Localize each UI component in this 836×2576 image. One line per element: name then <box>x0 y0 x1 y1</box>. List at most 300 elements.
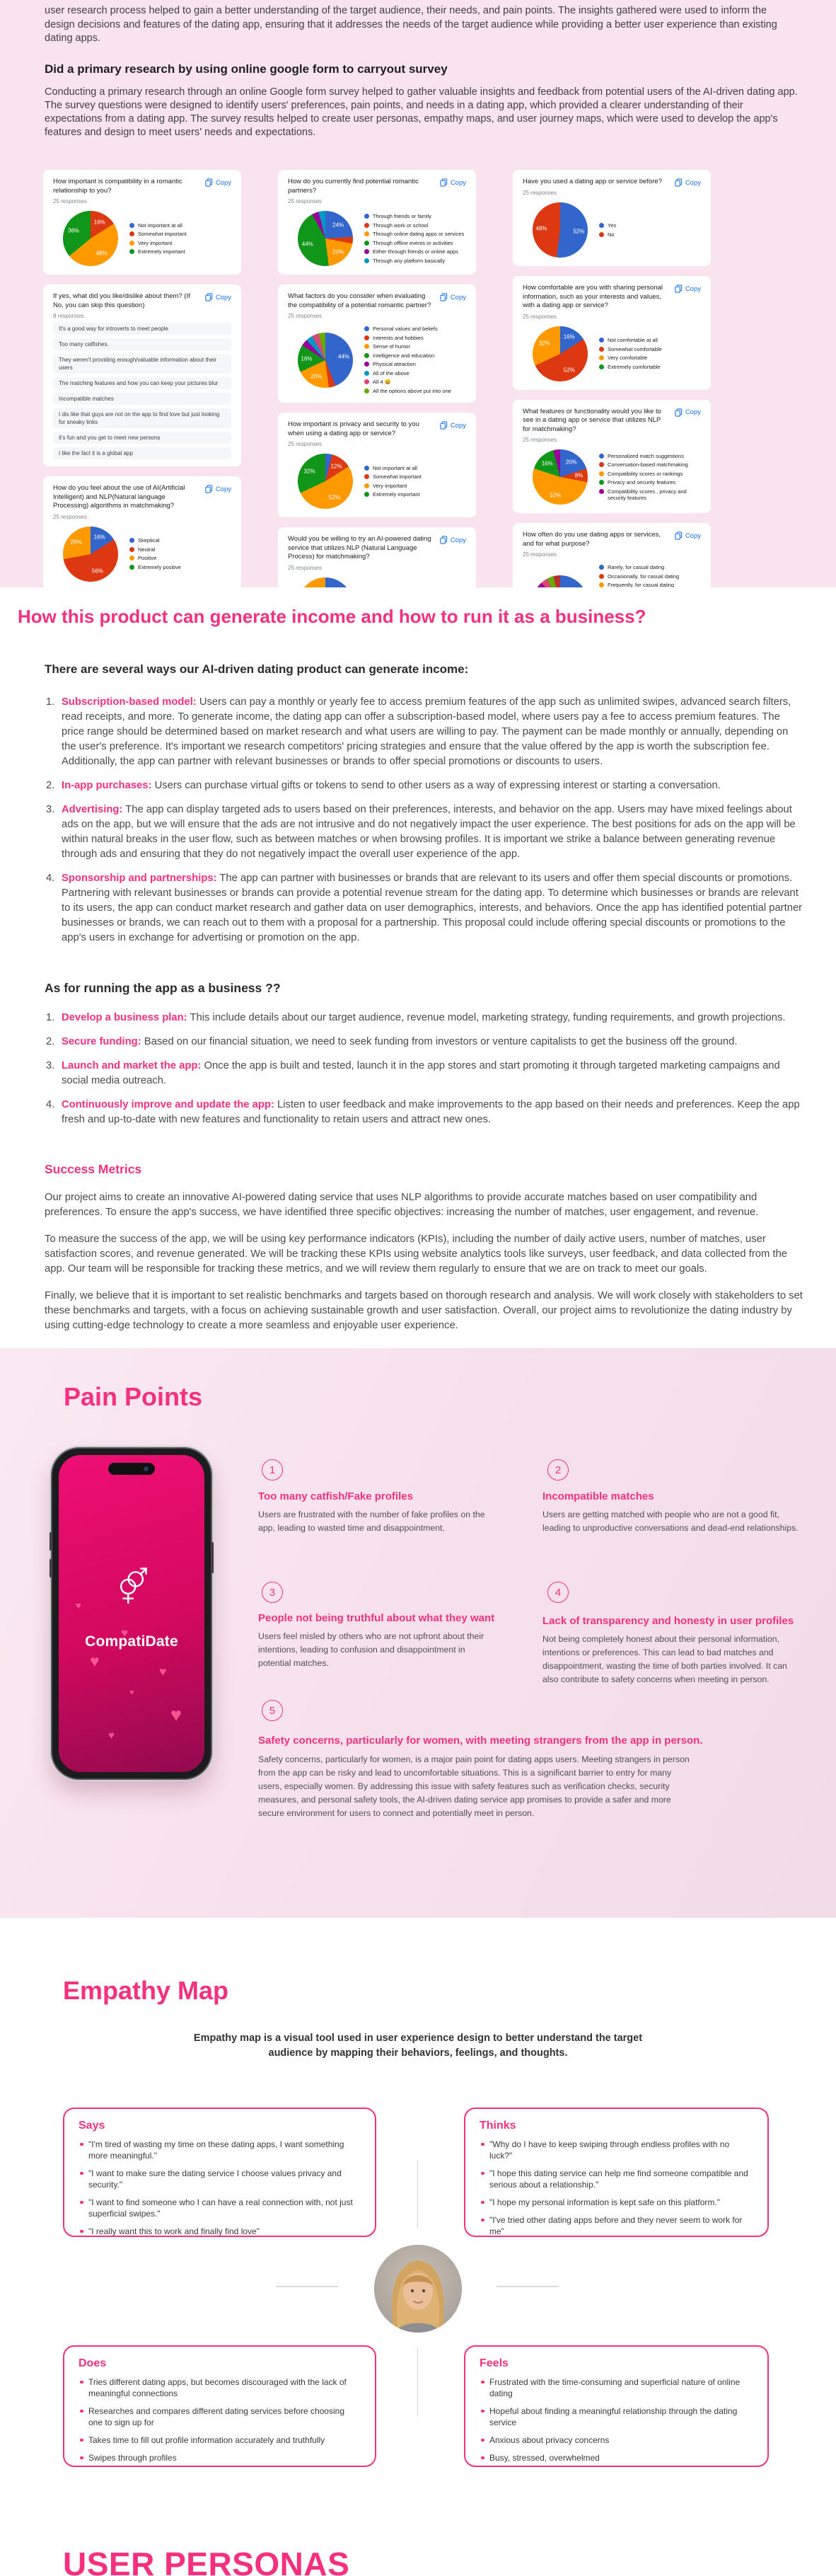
copy-button[interactable] <box>205 178 231 187</box>
legend-label: Somewhat comfortable <box>608 345 662 352</box>
list-item: 1. Develop a business plan: This include details about our target audience, revenue model, marketing strategy, funding requirements, and growth projections. <box>45 1011 803 1025</box>
quadrant-bullet: Tries different dating apps, but becomes discouraged with the lack of meaningful connections <box>79 2376 361 2399</box>
heart-icon <box>170 1704 182 1726</box>
heart-icon <box>76 1600 81 1611</box>
intro-paragraph: user research process helped to gain a better understanding of the target audience, their needs, and pain points. The insights gathered were used to inform the design decisions and features of the dating app, ensuring that it addresses the needs of the target audience while providing a better user experience than existing dating apps. <box>45 5 777 44</box>
copy-label: Copy <box>215 178 231 187</box>
quadrant-bullet: Busy, stressed, overwhelmed <box>480 2452 753 2463</box>
legend-label: Very important <box>373 482 407 489</box>
pain-point-number: 2 <box>547 1459 569 1480</box>
survey-card <box>513 400 711 514</box>
legend-item <box>599 488 701 502</box>
legend-label: Not important at all <box>138 222 182 229</box>
legend-label: Somewhat important <box>138 231 187 237</box>
pain-points-title: Pain Points <box>64 1382 203 1411</box>
survey-card <box>278 527 476 587</box>
pie-legend <box>588 222 701 238</box>
quadrant-bullet: "I hope this dating service can help me find someone compatible and serious about a relationship." <box>480 2168 753 2190</box>
legend-label: Through friends or family <box>373 213 431 219</box>
empathy-quadrant-does <box>63 2345 376 2467</box>
list-item-lead: Sponsorship and partnerships: <box>62 873 217 884</box>
empathy-quadrant-feels <box>464 2345 769 2467</box>
pie-legend <box>118 222 231 255</box>
survey-card <box>278 284 476 403</box>
responses-count: 8 responses <box>53 313 84 319</box>
copy-label: Copy <box>215 485 231 493</box>
pie-chart <box>533 326 588 381</box>
legend-label: Yes <box>608 222 617 229</box>
pie-percent-label: 36% <box>67 227 80 234</box>
legend-item <box>364 491 466 498</box>
quadrant-bullet: Frustrated with the time-consuming and superficial nature of online dating <box>480 2376 753 2399</box>
pie-percent-label: 32% <box>303 468 315 475</box>
legend-item <box>364 465 466 472</box>
legend-item <box>364 473 466 481</box>
user-personas-title: USER PERSONAS <box>63 2546 350 2576</box>
legend-color-dot <box>364 214 369 219</box>
survey-card <box>278 413 476 517</box>
pain-point-body: Safety concerns, particularly for women, is a major pain point for dating apps users. Meeting strangers in person from the app can be risky and lead to uncomfortable situations. This is a significant barrier to entry for many users, especially women. By addressing this issue with safety features such as verification checks, security measures, and personal safety tools, the AI-driven dating service app promises to provide a safer and more secure environment for users to connect and potentially meet in person. <box>258 1754 690 1818</box>
list-item: 4. Continuously improve and update the app: Listen to user feedback and make improvements to the app based on their needs and preferences. Keep the app fresh and up-to-date with new features and functionality to retain users and attract new ones. <box>46 1099 800 1125</box>
survey-question: How comfortable are you with sharing personal information, such as your interests and values, with a dating app or service? <box>523 284 663 309</box>
text-answer: They weren't providing enough/valuable information about their users <box>53 354 231 374</box>
survey-question: How often do you use dating apps or services, and for what purpose? <box>523 531 661 548</box>
legend-color-dot <box>364 389 369 393</box>
list-item: 2. In-app purchases: Users can purchase virtual gifts or tokens to send to other users as a way of expressing interest or starting a conversation. <box>45 778 803 793</box>
legend-color-dot <box>364 492 369 497</box>
app-name: CompatiDate <box>85 1633 178 1650</box>
legend-label: Conversation-based matchmaking <box>608 461 688 468</box>
quadrant-list <box>480 2376 753 2463</box>
copy-button[interactable] <box>675 408 701 417</box>
list-item: 2. Secure funding: Based on our financial situation, we need to seek funding from investors or venture capitalists to get the business off the ground. <box>45 1035 803 1050</box>
legend-color-dot <box>364 344 369 349</box>
legend-label: Through any platform basically <box>373 257 446 264</box>
income-list <box>45 695 803 955</box>
list-item: 1. Subscription-based model: Users can pay a monthly or yearly fee to access premium features of the app such as unlimited swipes, advanced search filters, read receipts, and more. To generate income, the dating app can offer a subscription-based model, where users pay a fee to access premium features. The price range should be determined based on market research and what users are willing to pay. The payment can be made monthly or annually, depending on the user's preference. It's important we research competitors' pricing strategies and ensure that the value offered by the app is worth the subscription fee. Additionally, the app can partner with relevant businesses or brands to offer special promotions or discounts to users. <box>46 696 791 767</box>
list-item-number: 1. <box>46 1012 55 1023</box>
pie-percent-label: 20% <box>565 459 577 466</box>
copy-button[interactable] <box>440 293 466 301</box>
legend-color-dot <box>364 362 369 367</box>
pie-percent-label: 56% <box>91 568 103 575</box>
empathy-map-section <box>0 1918 836 2576</box>
survey-description: Conducting a primary research through an online Google form survey helped to gather valuable insights and feedback from potential users of the AI-driven dating app. The survey questions were designed to identify users' preferences, pain points, and needs in a dating app, which provided a clearer understanding of their expectations from a dating app. The survey results helped to create user personas, empathy maps, and user journey maps, which were used to develop the app's features and design to meet users' needs and expectations. <box>45 86 798 138</box>
legend-color-dot <box>599 364 604 369</box>
text-answer: I like the fact it is a global app <box>53 447 231 459</box>
text-answer: Too many catfishes. <box>53 338 231 350</box>
heart-icon <box>159 1664 167 1679</box>
legend-item <box>129 222 231 229</box>
pie-percent-label: 52% <box>573 228 585 235</box>
legend-color-dot <box>599 480 604 485</box>
quadrant-list <box>79 2376 361 2463</box>
legend-label: Somewhat important <box>373 473 422 480</box>
copy-button[interactable] <box>675 531 701 540</box>
quadrant-bullet: "I really want this to work and finally find love" <box>79 2226 361 2237</box>
pie-percent-label: 12% <box>330 463 342 470</box>
legend-item <box>364 370 466 377</box>
legend-color-dot <box>129 223 134 228</box>
paragraph: To measure the success of the app, we will be using key performance indicators (KPIs), including the number of daily active users, number of matches, user satisfaction scores, and revenue generated. We will be tracking these KPIs using website analytics tools like surveys, user feedback, and data collected from the app. Our team will be responsible for tracking these metrics, and we will review them regularly to ensure that we are on track to meet our goals. <box>45 1234 788 1275</box>
legend-color-dot <box>364 371 369 376</box>
pie-chart <box>298 454 353 509</box>
copy-label: Copy <box>685 178 701 187</box>
text-answer: I dis like that guys are not on the app to find love but just looking for sneaky links <box>53 408 231 428</box>
legend-color-dot <box>364 223 369 228</box>
pain-point-title: Incompatible matches <box>542 1490 654 1502</box>
legend-item <box>599 364 701 371</box>
survey-grid <box>43 170 711 587</box>
divider <box>417 2348 418 2416</box>
legend-item <box>364 379 466 386</box>
pie-percent-label: 20% <box>332 248 344 255</box>
quadrant-bullet: "I want to make sure the dating service I choose values privacy and security." <box>79 2168 361 2190</box>
quadrant-bullet: "I hope my personal information is kept safe on this platform." <box>480 2197 753 2208</box>
survey-card <box>43 170 241 275</box>
camera-icon <box>144 1466 149 1471</box>
responses-count: 25 responses <box>523 190 557 196</box>
copy-label: Copy <box>450 421 466 430</box>
running-title: As for running the app as a business ?? <box>45 981 281 995</box>
quadrant-bullet: Swipes through profiles <box>79 2452 361 2463</box>
list-item-number: 2. <box>46 780 55 791</box>
legend-color-dot <box>364 353 369 358</box>
survey-question: What features or functionality would you like to see in a dating app or service that utilizes NLP for matchmaking? <box>523 407 661 433</box>
list-item-lead: In-app purchases: <box>62 780 152 791</box>
survey-question: How important is compatibility in a romantic relationship to you? <box>53 178 182 195</box>
success-metrics-title: Success Metrics <box>45 1162 142 1176</box>
legend-color-dot <box>364 474 369 479</box>
list-item: 3. Launch and market the app: Once the app is built and tested, launch it in the app stores and start promoting it through targeted marketing campaigns and social media outreach. <box>46 1060 780 1086</box>
legend-color-dot <box>129 241 134 246</box>
quadrant-list <box>480 2139 753 2237</box>
responses-count: 25 responses <box>288 198 323 205</box>
legend-item <box>364 231 466 238</box>
legend-color-dot <box>364 258 369 263</box>
survey-question: How important is privacy and security to you when using a dating app or service? <box>288 420 419 437</box>
legend-color-dot <box>599 565 604 570</box>
pie-percent-label: 52% <box>550 492 562 499</box>
quadrant-title: Says <box>79 2120 105 2132</box>
responses-count: 25 responses <box>53 198 88 205</box>
legend-label: All 4 😄 <box>373 379 392 385</box>
text-answer: It's a good way for introverts to meet people <box>53 323 231 335</box>
responses-count: 25 responses <box>53 513 88 520</box>
list-item-lead: Secure funding: <box>62 1036 141 1047</box>
list-item-number: 3. <box>46 1060 55 1071</box>
copy-button[interactable] <box>440 421 466 430</box>
heart-icon <box>90 1652 100 1671</box>
legend-item <box>129 248 231 255</box>
legend-item <box>599 564 701 571</box>
list-item: 3. Advertising: The app can display targeted ads to users based on their preferences, interests, and behavior on the app. Users may have mixed feelings about ads on the app, but we will ensure that the ads are not intrusive and do not negatively impact the user experience. The best positions for ads on the app will be within natural breaks in the user flow, such as between matches or when browsing profiles. It is important we strike a balance between generating revenue through ads and ensuring that they do not negatively impact the overall user experience of the app. <box>46 804 796 860</box>
pie-chart <box>63 527 118 582</box>
pie-percent-label: 44% <box>338 353 350 360</box>
pie-percent-label: 32% <box>538 340 550 347</box>
legend-item <box>599 573 701 580</box>
survey-card <box>513 523 711 587</box>
empathy-map-description: Empathy map is a visual tool used in user experience design to better understand the target audience by mapping their behaviors, feelings, and thoughts. <box>193 2032 643 2059</box>
survey-question: How do you feel about the use of AI(Artificial Intelligent) and NLP(Natural language Processing) algorithms in matchmaking? <box>53 484 185 510</box>
pain-point-title: Lack of transparency and honesty in user profiles <box>542 1615 794 1627</box>
quadrant-bullet: "Why do I have to keep swiping through endless profiles with no luck?" <box>480 2139 753 2161</box>
legend-color-dot <box>129 249 134 254</box>
legend-item <box>599 582 701 587</box>
survey-column <box>513 170 711 587</box>
legend-label: Positive <box>138 555 157 561</box>
survey-question: Have you used a dating app or service before? <box>523 178 662 185</box>
legend-label: Interests and hobbies <box>373 334 424 341</box>
list-item-number: 3. <box>46 804 55 815</box>
legend-label: All of the above <box>373 369 410 376</box>
quadrant-bullet: Takes time to fill out profile information accurately and truthfully <box>79 2434 361 2446</box>
quadrant-title: Does <box>79 2357 107 2369</box>
survey-card <box>278 170 476 275</box>
pie-legend <box>118 537 231 570</box>
responses-count: 25 responses <box>288 313 323 319</box>
copy-button[interactable] <box>205 293 231 301</box>
quadrant-list <box>79 2139 361 2237</box>
quadrant-bullet: "I want to find someone who I can have a real connection with, not just superficial swipes." <box>79 2197 361 2219</box>
pain-point-body: Not being completely honest about their personal information, intentions or preferences. This can lead to bad matches and disappointment, wasting the time of both parties involved. It can also contribute to safety concerns when meeting in person. <box>542 1634 787 1684</box>
list-item-lead: Subscription-based model: <box>62 696 197 708</box>
pie-chart <box>298 577 353 588</box>
legend-item <box>364 335 466 342</box>
survey-question: What factors do you consider when evaluating the compatibility of a potential romantic partner? <box>288 292 431 309</box>
legend-item <box>599 355 701 362</box>
quadrant-title: Thinks <box>480 2120 516 2132</box>
legend-item <box>364 326 466 333</box>
pain-point-number: 4 <box>547 1582 569 1603</box>
copy-label: Copy <box>685 284 701 293</box>
list-item-number: 1. <box>46 696 55 708</box>
pie-chart <box>533 449 588 505</box>
text-answer: it's fun and you get to meet new persons <box>53 432 231 444</box>
legend-item <box>364 361 466 368</box>
pie-chart <box>63 211 118 266</box>
copy-button[interactable] <box>675 178 701 187</box>
legend-color-dot <box>364 379 369 384</box>
list-item-lead: Develop a business plan: <box>62 1012 187 1023</box>
legend-label: Personalized match suggestions <box>608 452 684 459</box>
list-item-number: 4. <box>46 1099 55 1110</box>
divider <box>417 2160 418 2228</box>
survey-card <box>513 170 711 266</box>
legend-color-dot <box>599 223 604 228</box>
legend-label: Extremely comfortable <box>608 363 661 370</box>
legend-item <box>364 258 466 265</box>
running-list <box>45 1011 803 1137</box>
legend-label: Privacy and security features <box>608 479 676 485</box>
legend-label: Through online dating apps or services <box>373 231 465 237</box>
quadrant-bullet: "I've tried other dating apps before and they never seem to work for me" <box>480 2214 753 2237</box>
legend-label: Physical attraction <box>373 361 416 367</box>
paragraph: Our project aims to create an innovative AI-powered dating service that uses NLP algorithms to provide accurate matches based on user compatibility and preferences. To ensure the app's success, we have identified three specific objectives: increasing the number of matches, user engagement, and revenue. <box>45 1192 759 1218</box>
list-item-number: 2. <box>46 1036 55 1047</box>
copy-button[interactable] <box>205 485 231 493</box>
legend-label: Not comfortable at all <box>608 337 658 343</box>
legend-label: Sense of humor <box>373 343 410 350</box>
legend-label: Rarely, for casual dating <box>608 564 665 570</box>
legend-label: Either through friends or online apps <box>373 248 458 255</box>
legend-color-dot <box>364 241 369 246</box>
legend-label: Through work or school <box>373 222 429 229</box>
legend-item <box>364 483 466 490</box>
quadrant-title: Feels <box>480 2357 509 2369</box>
survey-column <box>278 170 476 587</box>
quadrant-bullet: Hopeful about finding a meaningful relationship through the dating service <box>480 2405 753 2428</box>
legend-color-dot <box>129 565 134 570</box>
legend-item <box>129 564 231 571</box>
copy-label: Copy <box>450 293 466 301</box>
legend-color-dot <box>364 335 369 340</box>
quadrant-bullet: Researches and compares different dating services before choosing one to sign up for <box>79 2405 361 2428</box>
persona-avatar <box>374 2245 462 2333</box>
copy-label: Copy <box>450 178 466 187</box>
legend-color-dot <box>129 547 134 552</box>
legend-label: Very comfortable <box>608 355 648 361</box>
gender-symbols-icon <box>115 1565 148 1609</box>
legend-item <box>599 479 701 486</box>
copy-button[interactable] <box>675 284 701 293</box>
pie-chart <box>298 211 353 266</box>
legend-color-dot <box>599 471 604 476</box>
phone-volume-button <box>50 1532 52 1551</box>
survey-column <box>43 170 241 587</box>
legend-item <box>364 352 466 360</box>
legend-color-dot <box>599 347 604 352</box>
pain-points-section <box>0 1348 836 1918</box>
list-item-lead: Launch and market the app: <box>62 1060 202 1071</box>
pain-point-number: 5 <box>262 1700 283 1721</box>
legend-item <box>364 222 466 229</box>
pie-legend <box>588 564 701 587</box>
legend-color-dot <box>364 483 369 488</box>
pie-percent-label: 16% <box>301 355 313 362</box>
legend-item <box>129 231 231 238</box>
legend-label: Intelligence and education <box>373 352 435 359</box>
responses-count: 25 responses <box>523 437 557 443</box>
legend-label: Extremely important <box>138 248 185 255</box>
paragraph: Finally, we believe that it is important to set realistic benchmarks and targets based on thorough research and analysis. We will work closely with stakeholders to set these benchmarks and targets, with a focus on achieving sustainable growth and user satisfaction. Overall, our project aims to revolutionize the dating industry by using cutting-edge technology to create a more seamless and enjoyable user experience. <box>45 1290 803 1331</box>
legend-item <box>129 555 231 562</box>
copy-label: Copy <box>215 293 231 301</box>
pie-legend <box>588 337 701 370</box>
heart-icon <box>121 1626 128 1640</box>
survey-section <box>0 0 836 587</box>
legend-item <box>364 343 466 350</box>
pie-percent-label: 16% <box>563 333 575 340</box>
pie-percent-label: 48% <box>95 250 108 257</box>
business-title: How this product can generate income and how to run it as a business? <box>18 606 646 627</box>
pie-chart <box>533 575 588 587</box>
legend-label: Very important <box>138 239 173 246</box>
legend-label: All the options above put into one <box>373 387 451 394</box>
pie-percent-label: 16% <box>541 460 553 467</box>
legend-item <box>599 346 701 353</box>
responses-count: 25 responses <box>523 551 557 558</box>
legend-item <box>364 388 466 395</box>
divider <box>497 2286 559 2287</box>
quadrant-bullet: Anxious about privacy concerns <box>480 2434 753 2446</box>
pain-point-title: Safety concerns, particularly for women, with meeting strangers from the app in person. <box>258 1735 703 1747</box>
pie-percent-label: 24% <box>332 222 344 229</box>
legend-color-dot <box>599 489 604 494</box>
pain-point-number: 1 <box>262 1459 283 1480</box>
divider <box>276 2286 338 2287</box>
legend-label: Skeptical <box>138 537 160 544</box>
legend-label: Neutral <box>138 546 156 553</box>
legend-color-dot <box>599 454 604 459</box>
responses-count: 25 responses <box>288 564 323 571</box>
list-item-lead: Continuously improve and update the app: <box>62 1099 274 1110</box>
pain-point-number: 3 <box>262 1582 283 1603</box>
text-answer: The matching features and how you can keep your pictures blur <box>53 377 231 389</box>
survey-question: How do you currently find potential romantic partners? <box>288 178 419 195</box>
copy-label: Copy <box>685 531 701 540</box>
phone-screen <box>59 1455 204 1772</box>
list-item-lead: Advertising: <box>62 804 123 815</box>
legend-label: Personal values and beliefs <box>373 326 438 332</box>
empathy-map-title: Empathy Map <box>63 1976 229 2005</box>
legend-label: Compatibility scores , privacy and security features <box>608 488 687 501</box>
legend-label: Compatibility scores or rankings <box>608 470 683 477</box>
responses-count: 25 responses <box>523 313 557 320</box>
pie-chart <box>298 333 353 388</box>
phone-power-button <box>211 1542 214 1573</box>
pie-percent-label: 16% <box>93 219 105 226</box>
pie-percent-label: 8% <box>574 472 584 479</box>
business-section <box>0 587 836 1348</box>
legend-item <box>599 471 701 478</box>
empathy-quadrant-thinks <box>464 2108 769 2237</box>
pie-percent-label: 44% <box>301 241 313 248</box>
legend-color-dot <box>364 326 369 331</box>
copy-button[interactable] <box>440 178 466 187</box>
legend-item <box>599 337 701 344</box>
business-subtitle: There are several ways our AI-driven dating product can generate income: <box>45 662 469 676</box>
legend-item <box>364 240 466 247</box>
legend-color-dot <box>599 232 604 237</box>
survey-question: If yes, what did you like/dislike about them? (If No, you can skip this question) <box>53 292 190 309</box>
heart-icon <box>108 1730 115 1742</box>
pie-legend <box>353 465 466 498</box>
empathy-quadrant-says <box>63 2108 376 2237</box>
legend-item <box>599 222 701 229</box>
legend-label: Frequently, for casual dating <box>608 582 675 587</box>
list-item-number: 4. <box>46 873 55 884</box>
legend-item <box>129 546 231 553</box>
pain-point-title: People not being truthful about what they want <box>258 1612 495 1624</box>
pain-point-body: Users feel misled by others who are not upfront about their intentions, leading to confusion and disappointment in potential matches. <box>258 1631 484 1668</box>
legend-color-dot <box>599 355 604 360</box>
legend-color-dot <box>599 462 604 467</box>
pie-percent-label: 48% <box>535 225 547 232</box>
legend-label: Through offline events or activities <box>373 239 453 246</box>
heart-icon <box>129 1689 134 1697</box>
pie-percent-label: 52% <box>563 367 575 374</box>
legend-label: Occasionally, for casual dating <box>608 573 680 580</box>
legend-color-dot <box>364 466 369 471</box>
legend-color-dot <box>129 231 134 236</box>
copy-button[interactable] <box>440 536 466 544</box>
pie-percent-label: 52% <box>328 494 340 501</box>
phone-volume-button <box>50 1559 52 1577</box>
legend-item <box>599 231 701 238</box>
phone-mockup <box>51 1447 212 1780</box>
legend-color-dot <box>599 582 604 587</box>
